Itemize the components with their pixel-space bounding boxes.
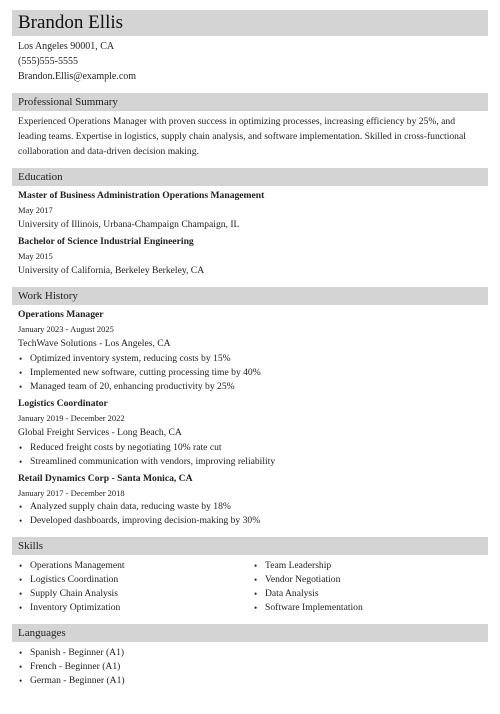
- education-item: [12, 235, 488, 278]
- school: University of California, Berkeley Berkeley, CA: [18, 265, 205, 276]
- list-item: • Reduced freight costs by negotiating 10% rate cut: [18, 441, 488, 455]
- list-item: • Team Leadership: [253, 559, 488, 573]
- languages-heading: Languages: [12, 624, 488, 642]
- job-date: January 2019 - December 2022: [18, 413, 125, 423]
- resume-page: [0, 10, 500, 714]
- location: Los Angeles 90001, CA: [18, 41, 115, 52]
- list-item: • Managed team of 20, enhancing productivity by 25%: [18, 380, 488, 394]
- skills-heading: Skills: [12, 537, 488, 555]
- list-item: • Software Implementation: [253, 601, 488, 615]
- degree: Bachelor of Science Industrial Engineering: [18, 236, 194, 247]
- list-item: • Streamlined communication with vendors, improving reliability: [18, 455, 488, 469]
- job-company: TechWave Solutions - Los Angeles, CA: [18, 338, 171, 349]
- degree-date: May 2015: [18, 251, 53, 261]
- list-item: • Developed dashboards, improving decision-making by 30%: [18, 514, 488, 528]
- work-history-heading: Work History: [12, 287, 488, 305]
- list-item: • Spanish - Beginner (A1): [18, 646, 254, 660]
- list-item: • French - Beginner (A1): [18, 660, 254, 674]
- job-title: Logistics Coordinator: [18, 398, 108, 409]
- list-item: • Vendor Negotiation: [253, 573, 488, 587]
- job-title: Retail Dynamics Corp - Santa Monica, CA: [18, 473, 193, 484]
- job-entry: [12, 397, 488, 469]
- job-entry: [12, 472, 488, 528]
- list-item: • Operations Management: [18, 559, 253, 573]
- job-bullets: [18, 352, 488, 394]
- job-date: January 2023 - August 2025: [18, 324, 114, 334]
- education-item: [12, 189, 488, 232]
- skills-column-left: [18, 559, 253, 615]
- candidate-name: Brandon Ellis: [18, 12, 124, 33]
- list-item: • Logistics Coordination: [18, 573, 253, 587]
- name-header: [12, 10, 488, 36]
- list-item: • Analyzed supply chain data, reducing waste by 18%: [18, 500, 488, 514]
- degree-date: May 2017: [18, 205, 53, 215]
- list-item: • Data Analysis: [253, 587, 488, 601]
- languages-column: [18, 646, 254, 688]
- job-company: Global Freight Services - Long Beach, CA: [18, 427, 182, 438]
- job-date: January 2017 - December 2018: [18, 488, 125, 498]
- list-item: • Inventory Optimization: [18, 601, 253, 615]
- skills-list: [12, 558, 488, 615]
- job-bullets: [18, 441, 488, 469]
- education-heading: Education: [12, 168, 488, 186]
- school: University of Illinois, Urbana-Champaign Champaign, IL: [18, 219, 240, 230]
- list-item: • Optimized inventory system, reducing costs by 15%: [18, 352, 488, 366]
- list-item: • German - Beginner (A1): [18, 674, 254, 688]
- degree: Master of Business Administration Operations Management: [18, 190, 265, 201]
- languages-list: [12, 645, 488, 688]
- email: Brandon.Ellis@example.com: [18, 71, 137, 82]
- contact-info: [12, 39, 488, 84]
- job-entry: [12, 308, 488, 394]
- job-title: Operations Manager: [18, 309, 104, 320]
- phone: (555)555-5555: [18, 56, 78, 67]
- summary-text: Experienced Operations Manager with proven success in optimizing processes, increasing efficiency by 25%, and leading teams. Expertise in logistics, supply chain analysis, and software implementation. Skilled in cross-functional collaboration and data-driven decision making.: [18, 116, 466, 157]
- list-item: • Implemented new software, cutting processing time by 40%: [18, 366, 488, 380]
- list-item: • Supply Chain Analysis: [18, 587, 253, 601]
- skills-column-right: [253, 559, 488, 615]
- summary-heading: Professional Summary: [12, 93, 488, 111]
- job-bullets: [18, 500, 488, 528]
